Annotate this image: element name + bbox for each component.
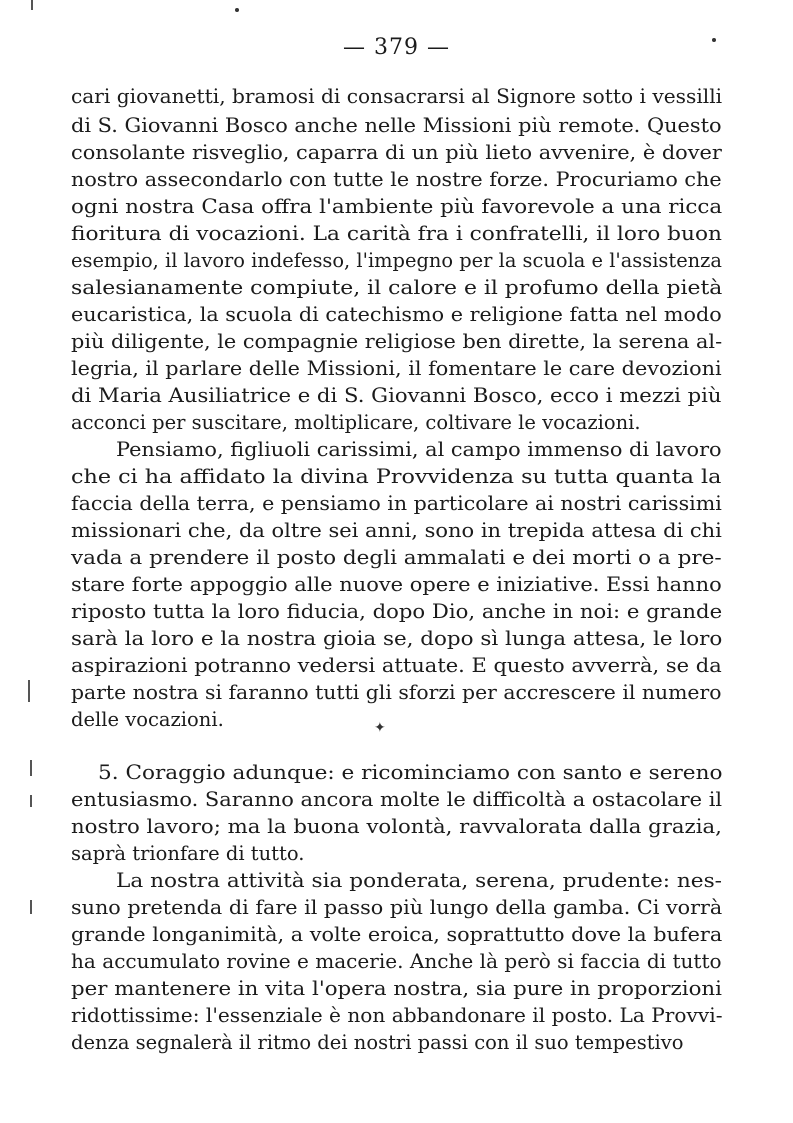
text-line: eucaristica, la scuola di catechismo e religione fatta nel modo [71,303,722,326]
text-line: delle vocazioni. [71,708,224,731]
text-line: Pensiamo, figliuoli carissimi, al campo immenso di lavoro [116,438,722,461]
text-line: faccia della terra, e pensiamo in particolare ai nostri carissimi [71,492,722,515]
margin-mark-top [31,0,33,10]
text-line: per mantenere in vita l'opera nostra, sia pure in proporzioni [71,977,722,1000]
text-line: stare forte appoggio alle nuove opere e iniziative. Essi hanno [71,573,722,596]
text-line: aspirazioni potranno vedersi attuate. E questo avverrà, se da [71,654,722,677]
text-line: più diligente, le compagnie religiose ben dirette, la serena al- [71,330,723,353]
text-line: nostro assecondarlo con tutte le nostre forze. Procuriamo che [71,168,722,191]
text-line: riposto tutta la loro fiducia, dopo Dio, anche in noi: e grande [71,600,723,623]
text-line: fioritura di vocazioni. La carità fra i confratelli, il loro buon [71,222,722,245]
text-line: acconci per suscitare, moltiplicare, coltivare le vocazioni. [71,411,641,434]
text-line: parte nostra si faranno tutti gli sforzi per accrescere il numero [71,681,722,704]
scan-speck [235,8,239,12]
margin-mark-left [30,900,32,914]
text-line: saprà trionfare di tutto. [71,842,305,865]
text-line: grande longanimità, a volte eroica, soprattutto dove la bufera [71,923,723,946]
text-line: La nostra attività sia ponderata, serena, prudente: nes- [116,869,722,892]
text-line: esempio, il lavoro indefesso, l'impegno per la scuola e l'assistenza [71,249,722,272]
text-line: cari giovanetti, bramosi di consacrarsi al Signore sotto i vessilli [71,85,723,108]
text-line: ridottissime: l'essenziale è non abbandonare il posto. La Provvi- [71,1004,723,1027]
text-line: entusiasmo. Saranno ancora molte le difficoltà a ostacolare il [71,788,723,811]
page-number: — 379 — [343,35,450,60]
margin-mark-left [30,760,32,776]
text-line: 5. Coraggio adunque: e ricominciamo con santo e sereno [98,761,723,784]
text-line: salesianamente compiute, il calore e il profumo della pietà [71,276,723,299]
scan-speck [712,38,716,42]
text-line: missionari che, da oltre sei anni, sono in trepida attesa di chi [71,519,722,542]
margin-mark-left [30,795,32,807]
margin-mark-left [28,680,30,702]
text-line: consolante risveglio, caparra di un più lieto avvenire, è dover [71,141,722,164]
text-line: ha accumulato rovine e macerie. Anche là però si faccia di tutto [71,950,722,973]
text-line: sarà la loro e la nostra gioia se, dopo sì lunga attesa, le loro [71,627,723,650]
text-line: suno pretenda di fare il passo più lungo della gamba. Ci vorrà [71,896,723,919]
text-line: nostro lavoro; ma la buona volontà, ravvalorata dalla grazia, [71,815,722,838]
text-line: di S. Giovanni Bosco anche nelle Missioni più remote. Questo [71,114,722,137]
section-separator-icon: ✦ [374,720,386,736]
text-line: di Maria Ausiliatrice e di S. Giovanni Bosco, ecco i mezzi più [71,384,722,407]
text-line: che ci ha affidato la divina Provvidenza su tutta quanta la [71,465,722,488]
text-line: denza segnalerà il ritmo dei nostri passi con il suo tempestivo [71,1031,684,1054]
text-line: ogni nostra Casa offra l'ambiente più favorevole a una ricca [71,195,723,218]
text-line: legria, il parlare delle Missioni, il fomentare le care devozioni [71,357,722,380]
text-line: vada a prendere il posto degli ammalati e dei morti o a pre- [71,546,722,569]
